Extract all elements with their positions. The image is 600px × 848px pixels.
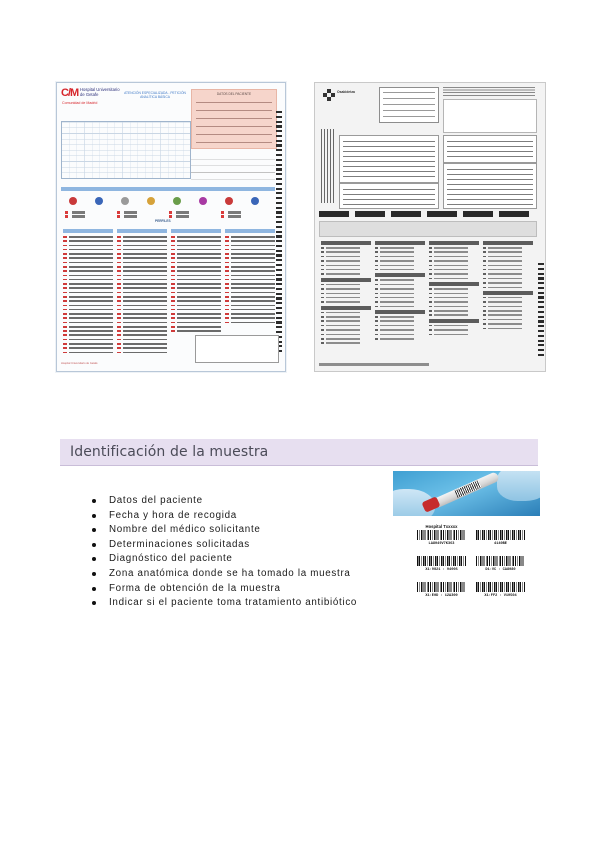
- list-item: Determinaciones solicitadas: [92, 539, 357, 554]
- test-column: [225, 236, 275, 326]
- barcode-label: [473, 576, 528, 598]
- region-name: Comunidad de Madrid: [62, 101, 98, 105]
- form-timing-marks: [538, 263, 544, 359]
- label-code: D1:VC : CA8080: [485, 568, 516, 572]
- sample-tube-photo: [393, 471, 540, 516]
- test-column: [171, 236, 221, 334]
- barcode-label: [414, 576, 469, 598]
- list-item: Diagnóstico del paciente: [92, 553, 357, 568]
- physician-box: [339, 183, 439, 209]
- form-footer-note: Hospital Universitario de Getafe: [61, 362, 98, 365]
- list-item: Indicar si el paciente toma tratamiento antibiótico: [92, 597, 357, 612]
- label-header: Hospital Txxxxx: [425, 524, 458, 529]
- date-grid: [61, 121, 191, 179]
- section-title: Identificación de la muestra: [70, 444, 269, 460]
- osakidetza-logo: [323, 89, 335, 101]
- column-header: [225, 229, 275, 233]
- list-item: Zona anatómica donde se ha tomado la muestra: [92, 568, 357, 583]
- hospital-logo: [61, 87, 121, 107]
- sample-header-grid: [319, 221, 537, 237]
- section-header: [60, 439, 538, 466]
- vertical-text: [321, 129, 335, 203]
- section-divider: [319, 211, 535, 217]
- barcode-label: [473, 550, 528, 572]
- label-code: X1:E0D : 12A300: [425, 594, 458, 598]
- patient-label-box: [443, 99, 537, 133]
- logo-mark: C/M: [61, 87, 79, 99]
- test-section: [321, 241, 371, 347]
- organization-name: Osakidetza: [337, 90, 355, 94]
- label-code: 4140BE: [494, 542, 507, 546]
- option-row: [65, 215, 271, 218]
- barcode-label: [414, 524, 469, 546]
- gloved-hand-right: [497, 471, 540, 501]
- lab-request-form-osakidetza: [314, 82, 546, 372]
- center-box: [339, 135, 439, 183]
- test-section: [375, 241, 425, 342]
- form-section-bar: [61, 187, 275, 191]
- column-header: [117, 229, 167, 233]
- list-item: Fecha y hora de recogida: [92, 510, 357, 525]
- column-header: [171, 229, 221, 233]
- sample-box: [443, 135, 537, 163]
- list-item: Datos del paciente: [92, 495, 357, 510]
- form-footer: [319, 363, 429, 366]
- option-row: [65, 211, 271, 214]
- sample-type-icons: [65, 195, 271, 207]
- list-item: Forma de obtención de la muestra: [92, 583, 357, 598]
- barcode: [417, 582, 466, 592]
- barcode: [417, 556, 466, 566]
- column-header: [63, 229, 113, 233]
- sample-identification-list: [92, 495, 357, 612]
- barcode-label: [473, 524, 528, 546]
- barcode-label-sheet: [414, 524, 528, 626]
- patient-data-panel: [191, 89, 277, 149]
- test-column: [117, 236, 167, 356]
- header-box: [379, 87, 439, 123]
- barcode: [476, 556, 525, 566]
- patient-panel-title: DATOS DEL PACIENTE: [216, 92, 252, 96]
- barcode: [476, 530, 525, 540]
- list-item: Nombre del médico solicitante: [92, 524, 357, 539]
- form-department: ATENCIÓN ESPECIALIZADA - PETICIÓN ANALÍTICA BÁSICA: [124, 91, 186, 99]
- barcode-label: [414, 550, 469, 572]
- form-timing-marks: [276, 111, 282, 355]
- profiles-label: PERFILES: [155, 219, 171, 223]
- barcode: [417, 530, 466, 540]
- label-code: X1:9G21 : 9400S: [425, 568, 458, 572]
- test-section: [429, 241, 479, 338]
- doctor-lines: [191, 153, 275, 183]
- lab-request-form-hospital: [56, 82, 286, 372]
- test-column: [63, 236, 113, 356]
- observations-box: [195, 335, 279, 363]
- hospital-name: Hospital Universitario de Getafe: [80, 87, 120, 97]
- label-code: LA8049V7K363: [428, 542, 455, 546]
- clinical-box: [443, 163, 537, 209]
- label-code: X1:FF2 : V10504: [484, 594, 517, 598]
- barcode: [476, 582, 525, 592]
- instructions-text: [443, 87, 535, 97]
- test-section: [483, 241, 533, 332]
